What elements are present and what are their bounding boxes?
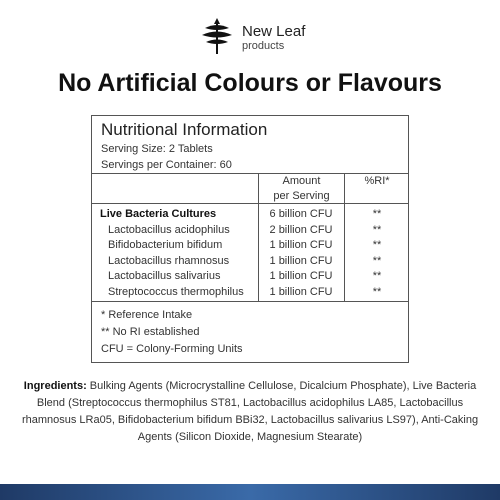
row-amount: 6 billion CFU: [269, 208, 333, 220]
servings-per-container: Servings per Container: 60: [101, 159, 232, 171]
nutrition-title: Nutritional Information: [101, 120, 268, 139]
row-name: Lactobacillus rhamnosus: [108, 255, 230, 267]
row-name: Bifidobacterium bifidum: [108, 239, 223, 251]
brand-header: [200, 16, 320, 58]
table-header-divider: [92, 203, 408, 204]
row-name: Live Bacteria Cultures: [100, 208, 217, 220]
amount-header: [259, 174, 344, 204]
ingredients-body: Bulking Agents (Microcrystalline Cellulose, Dicalcium Phosphate), Live Bacteria Blend (Streptococcus thermophilus ST81, Lactobacillus acidophilus LA85, Lactobacillus rhamnosus LRa05, Bifidobacterium bifidum BBi32, Lactobacillus salivarius LS97), Anti-Caking Agents (Silicon Dioxide, Magnesium Stearate): [21, 380, 479, 443]
bottom-accent-bar: [0, 484, 500, 500]
footnote-cfu: CFU = Colony-Forming Units: [101, 343, 243, 355]
row-name: Streptococcus thermophilus: [108, 286, 244, 298]
row-ri: **: [372, 208, 382, 220]
brand-subtitle: products: [242, 40, 285, 52]
row-ri: **: [372, 255, 382, 267]
nutrition-panel: [91, 115, 409, 363]
row-amount: 2 billion CFU: [269, 224, 333, 236]
brand-name: New Leaf: [242, 23, 306, 40]
row-amount: 1 billion CFU: [269, 270, 333, 282]
footnote-reference-intake: * Reference Intake: [101, 309, 193, 321]
row-ri: **: [372, 270, 382, 282]
amount-header-line2: per Serving: [273, 190, 330, 202]
row-ri: **: [372, 224, 382, 236]
ingredients-text: [18, 378, 482, 446]
row-ri: **: [372, 239, 382, 251]
row-amount: 1 billion CFU: [269, 255, 333, 267]
leaf-tree-icon: [200, 16, 234, 56]
ri-header: %RI*: [364, 175, 390, 187]
amount-header-line1: Amount: [282, 175, 321, 187]
ingredients-label: Ingredients:: [23, 380, 87, 392]
serving-size: Serving Size: 2 Tablets: [101, 143, 213, 155]
table-bottom-divider: [92, 301, 408, 302]
row-name: Lactobacillus salivarius: [108, 270, 221, 282]
headline: No Artificial Colours or Flavours: [58, 69, 442, 97]
row-name: Lactobacillus acidophilus: [108, 224, 230, 236]
footnote-no-ri: ** No RI established: [101, 326, 200, 338]
row-amount: 1 billion CFU: [269, 286, 333, 298]
row-amount: 1 billion CFU: [269, 239, 333, 251]
row-ri: **: [372, 286, 382, 298]
